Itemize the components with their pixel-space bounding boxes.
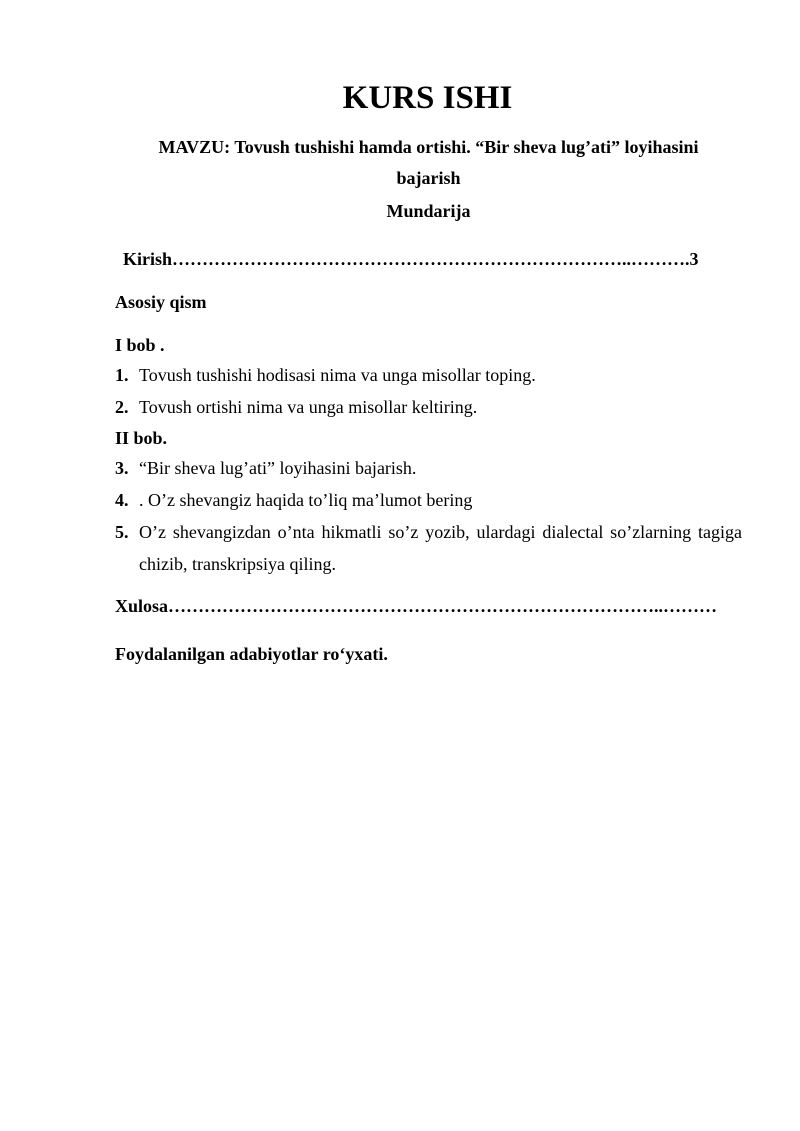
chapter2-items (115, 452, 742, 580)
list-item-text: . O’z shevangiz haqida to’liq ma’lumot bering (139, 490, 473, 510)
list-item (115, 516, 742, 580)
toc-conclusion-line: Xulosa………………………………………………………………………..……… (115, 596, 718, 616)
chapter1-items (115, 359, 742, 423)
list-item-text: Tovush tushishi hodisasi nima va unga misollar toping. (139, 365, 536, 385)
chapter1-label: I bob . (115, 335, 165, 355)
list-item-number: 2. (115, 397, 129, 417)
toc-references-line: Foydalanilgan adabiyotlar ro‘yxati. (115, 644, 388, 664)
toc-heading: Mundarija (386, 201, 471, 221)
document-subject: MAVZU: Tovush tushishi hamda ortishi. “Bir sheva lug’ati” loyihasini bajarish (158, 137, 699, 188)
list-item-number: 1. (115, 365, 129, 385)
list-item (115, 484, 742, 516)
list-item-text: “Bir sheva lug’ati” loyihasini bajarish. (139, 458, 417, 478)
chapter2-label: II bob. (115, 428, 168, 448)
document-title: KURS ISHI (342, 80, 513, 116)
list-item-number: 3. (115, 458, 129, 478)
list-item-number: 5. (115, 522, 129, 542)
list-item-text: O’z shevangizdan o’nta hikmatli so’z yozib, ulardagi dialectal so’zlarning tagiga chizib, transkripsiya qiling. (139, 522, 742, 574)
list-item (115, 359, 742, 391)
list-item (115, 391, 742, 423)
main-part-label: Asosiy qism (115, 292, 207, 312)
list-item-number: 4. (115, 490, 129, 510)
list-item-text: Tovush ortishi nima va unga misollar keltiring. (139, 397, 478, 417)
toc-intro-line: Kirish…………………………………………………………………..……….3 (123, 249, 699, 269)
list-item (115, 452, 742, 484)
